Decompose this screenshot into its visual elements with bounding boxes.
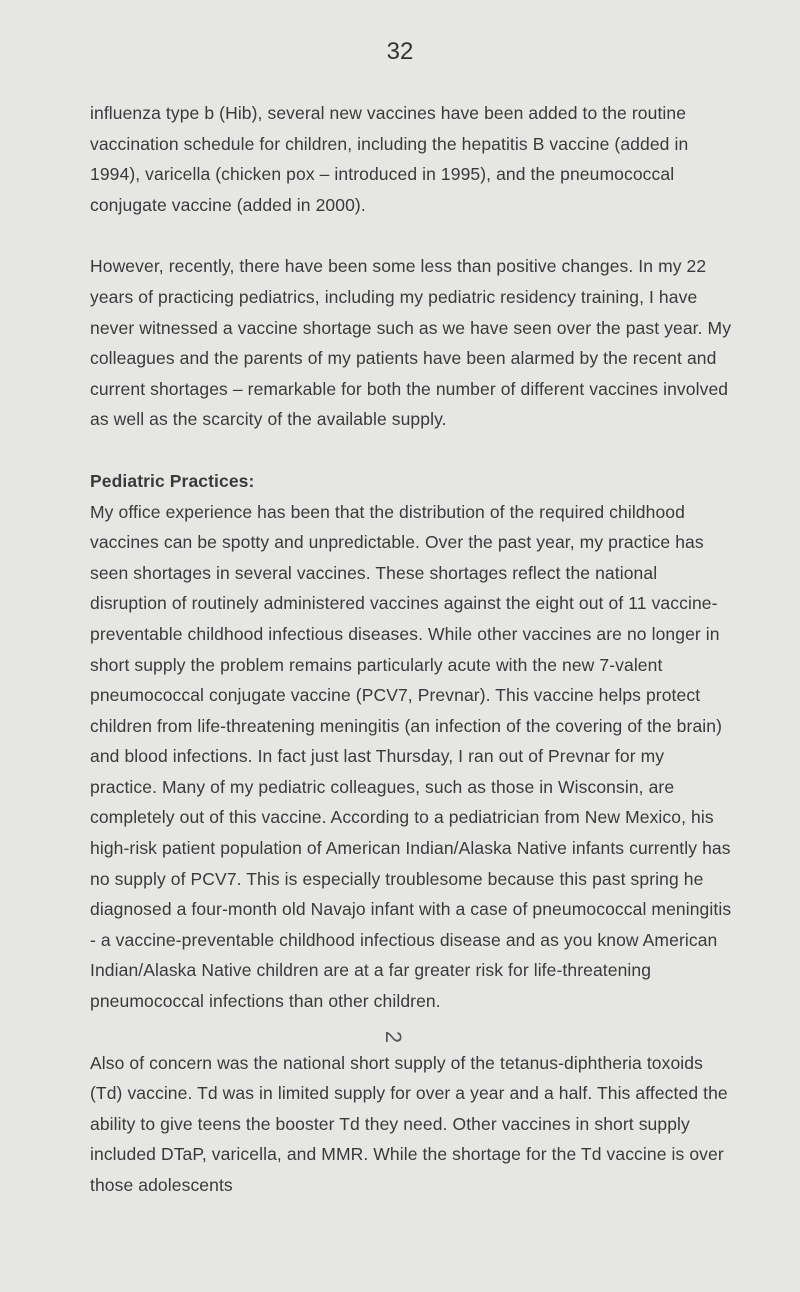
page-number-bottom: 2 [381, 1030, 407, 1044]
paragraph-4: Also of concern was the national short supply of the tetanus-diphtheria toxoids (Td) vaccine. Td was in limited supply for over a year and a half. This affected the ability to give teens the booster Td they need. Other vaccines in short supply included DTaP, varicella, and MMR. While the shortage for the Td vaccine is over those adolescents [90, 1052, 728, 1195]
paragraph-2: However, recently, there have been some less than positive changes. In my 22 years of practicing pediatrics, including my pediatric residency training, I have never witnessed a vaccine shortage such as we have seen over the past year. My colleagues and the parents of my patients have been alarmed by the recent and current shortages – remarkable for both the number of different vaccines involved as well as the scarcity of the available supply. [90, 256, 732, 430]
page-number-top: 32 [386, 38, 414, 65]
paragraph-3: My office experience has been that the distribution of the required childhood vaccines can be spotty and unpredictable. Over the past year, my practice has seen shortages in several vaccines. These shortages reflect the national disruption of routinely administered vaccines against the eight out of 11 vaccine-preventable childhood infectious diseases. While other vaccines are no longer in short supply the problem remains particularly acute with the new 7-valent pneumococcal conjugate vaccine (PCV7, Prevnar). This vaccine helps protect children from life-threatening meningitis (an infection of the covering of the brain) and blood infections. In fact just last Thursday, I ran out of Prevnar for my practice. Many of my pediatric colleagues, such as those in Wisconsin, are completely out of this vaccine. According to a pediatrician from New Mexico, his high-risk patient population of American Indian/Alaska Native infants currently has no supply of PCV7. This is especially troublesome because this past spring he diagnosed a four-month old Navajo infant with a case of pneumococcal meningitis - a vaccine-preventable childhood infectious disease and as you know American Indian/Alaska Native children are at a far greater risk for life-threatening pneumococcal infections than other children. [90, 501, 732, 1012]
body-text [90, 98, 735, 1232]
paragraph-1: influenza type b (Hib), several new vaccines have been added to the routine vaccination schedule for children, including the hepatitis B vaccine (added in 1994), varicella (chicken pox – introduced in 1995), and the pneumococcal conjugate vaccine (added in 2000). [90, 103, 689, 215]
section-heading: Pediatric Practices: [90, 470, 255, 491]
